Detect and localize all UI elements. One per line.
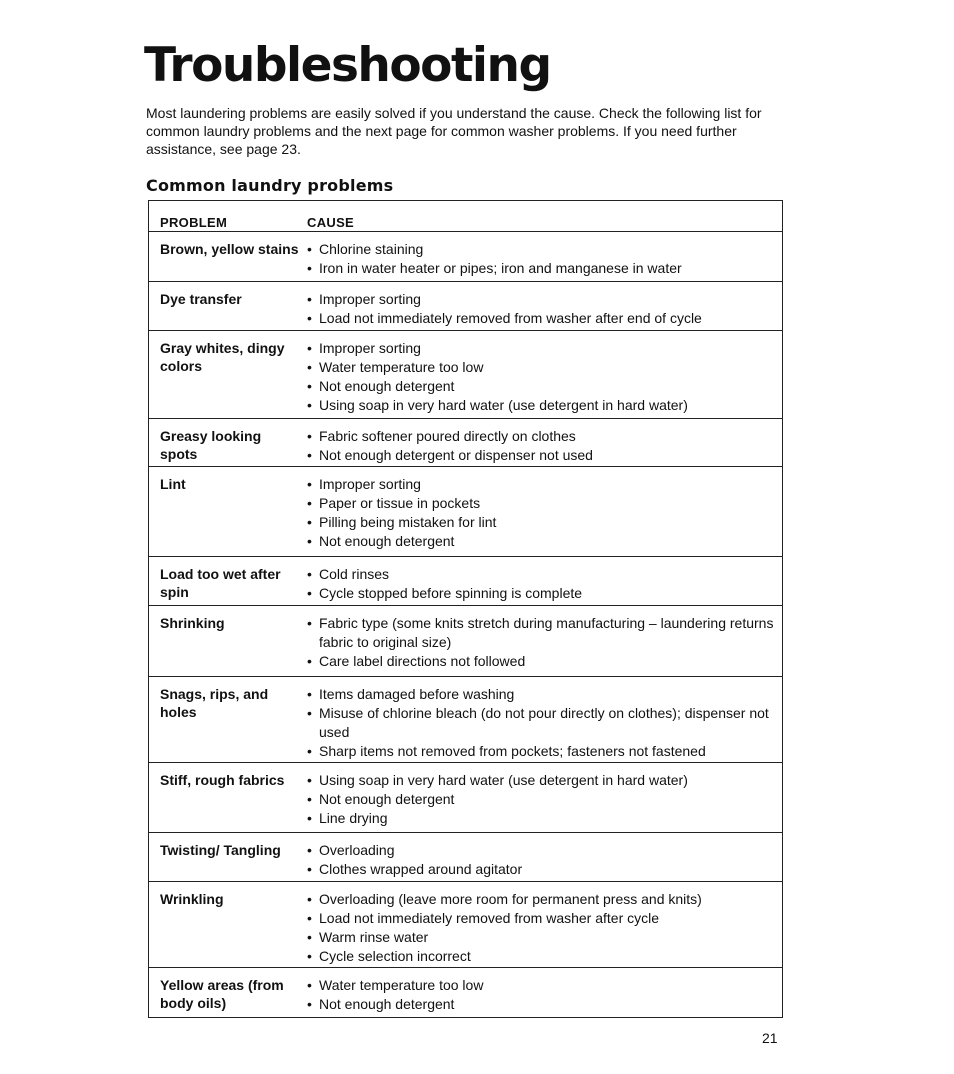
cause-item: • Chlorine staining — [307, 240, 782, 259]
cause-item: • Water temperature too low — [307, 976, 782, 995]
cause-item: • Iron in water heater or pipes; iron and manganese in water — [307, 259, 782, 278]
problem-cell: Snags, rips, and holes — [160, 686, 269, 720]
problem-cell: Wrinkling — [160, 891, 224, 907]
problem-cell: Load too wet after spin — [160, 566, 281, 600]
table-row — [149, 762, 782, 832]
problem-column-header: PROBLEM — [160, 215, 228, 230]
cause-item: • Load not immediately removed from washer after end of cycle — [307, 309, 782, 328]
cause-item: • Warm rinse water — [307, 928, 782, 947]
problem-cell: Twisting/ Tangling — [160, 842, 281, 858]
cause-list — [307, 467, 782, 551]
cause-cell — [299, 282, 782, 330]
cause-item: • Misuse of chlorine bleach (do not pour directly on clothes); dispenser not used — [307, 704, 782, 742]
cause-list — [307, 968, 782, 1014]
cause-cell — [299, 677, 782, 762]
cause-cell — [299, 467, 782, 556]
cause-cell — [299, 968, 782, 1017]
table-row — [149, 605, 782, 676]
cause-item: • Clothes wrapped around agitator — [307, 860, 782, 879]
problem-cell: Lint — [160, 476, 186, 492]
cause-item: • Care label directions not followed — [307, 652, 782, 671]
cause-list — [307, 232, 782, 278]
problem-cell: Stiff, rough fabrics — [160, 772, 285, 788]
cause-item: • Overloading — [307, 841, 782, 860]
cause-cell — [299, 882, 782, 967]
cause-item: • Water temperature too low — [307, 358, 782, 377]
cause-item: • Using soap in very hard water (use detergent in hard water) — [307, 396, 782, 415]
cause-list — [307, 882, 782, 966]
problem-cell: Yellow areas (from body oils) — [160, 977, 284, 1011]
problem-cell: Shrinking — [160, 615, 225, 631]
page-number: 21 — [762, 1030, 778, 1046]
cause-item: • Not enough detergent — [307, 995, 782, 1014]
cause-list — [307, 282, 782, 328]
cause-cell — [299, 606, 782, 676]
problem-cell: Dye transfer — [160, 291, 242, 307]
cause-item: • Improper sorting — [307, 475, 782, 494]
cause-item: • Using soap in very hard water (use detergent in hard water) — [307, 771, 782, 790]
cause-item: • Cycle selection incorrect — [307, 947, 782, 966]
cause-list — [307, 677, 782, 761]
section-title: Common laundry problems — [146, 176, 394, 195]
problem-cell: Brown, yellow stains — [160, 241, 299, 257]
table-row — [149, 330, 782, 418]
problem-cell: Gray whites, dingy colors — [160, 340, 285, 374]
cause-item: • Improper sorting — [307, 290, 782, 309]
cause-item: • Fabric softener poured directly on clothes — [307, 427, 782, 446]
cause-list — [307, 763, 782, 828]
table-row — [149, 556, 782, 605]
intro-paragraph: Most laundering problems are easily solved if you understand the cause. Check the following list for common laundry problems and the next page for common washer problems. If you need further assistance, see page 23. — [146, 105, 762, 157]
cause-item: • Fabric type (some knits stretch during manufacturing – laundering returns fabric to original size) — [307, 614, 782, 652]
cause-list — [307, 557, 782, 603]
cause-item: • Not enough detergent — [307, 790, 782, 809]
page-title: Troubleshooting — [144, 38, 551, 93]
table-row — [149, 832, 782, 881]
cause-cell — [299, 331, 782, 418]
table-row — [149, 466, 782, 556]
table-row — [149, 676, 782, 762]
cause-item: • Improper sorting — [307, 339, 782, 358]
cause-item: • Pilling being mistaken for lint — [307, 513, 782, 532]
cause-item: • Overloading (leave more room for permanent press and knits) — [307, 890, 782, 909]
cause-column-header: CAUSE — [307, 215, 355, 230]
table-header-row — [149, 201, 782, 231]
cause-list — [307, 833, 782, 879]
cause-item: • Load not immediately removed from washer after cycle — [307, 909, 782, 928]
cause-list — [307, 606, 782, 671]
cause-cell — [299, 833, 782, 881]
table-row — [149, 281, 782, 330]
cause-list — [307, 419, 782, 465]
cause-item: • Sharp items not removed from pockets; fasteners not fastened — [307, 742, 782, 761]
cause-item: • Not enough detergent — [307, 532, 782, 551]
problem-cell: Greasy looking spots — [160, 428, 262, 462]
table-row — [149, 231, 782, 281]
cause-cell — [299, 419, 782, 466]
cause-item: • Cold rinses — [307, 565, 782, 584]
table-row — [149, 881, 782, 967]
cause-item: • Not enough detergent or dispenser not used — [307, 446, 782, 465]
table-body — [149, 231, 782, 1017]
cause-cell — [299, 232, 782, 281]
cause-item: • Not enough detergent — [307, 377, 782, 396]
table-row — [149, 418, 782, 466]
cause-cell — [299, 557, 782, 605]
laundry-problems-table — [148, 200, 783, 1018]
cause-item: • Cycle stopped before spinning is complete — [307, 584, 782, 603]
cause-item: • Paper or tissue in pockets — [307, 494, 782, 513]
cause-cell — [299, 763, 782, 832]
cause-list — [307, 331, 782, 415]
table-row — [149, 967, 782, 1017]
cause-item: • Items damaged before washing — [307, 685, 782, 704]
cause-item: • Line drying — [307, 809, 782, 828]
